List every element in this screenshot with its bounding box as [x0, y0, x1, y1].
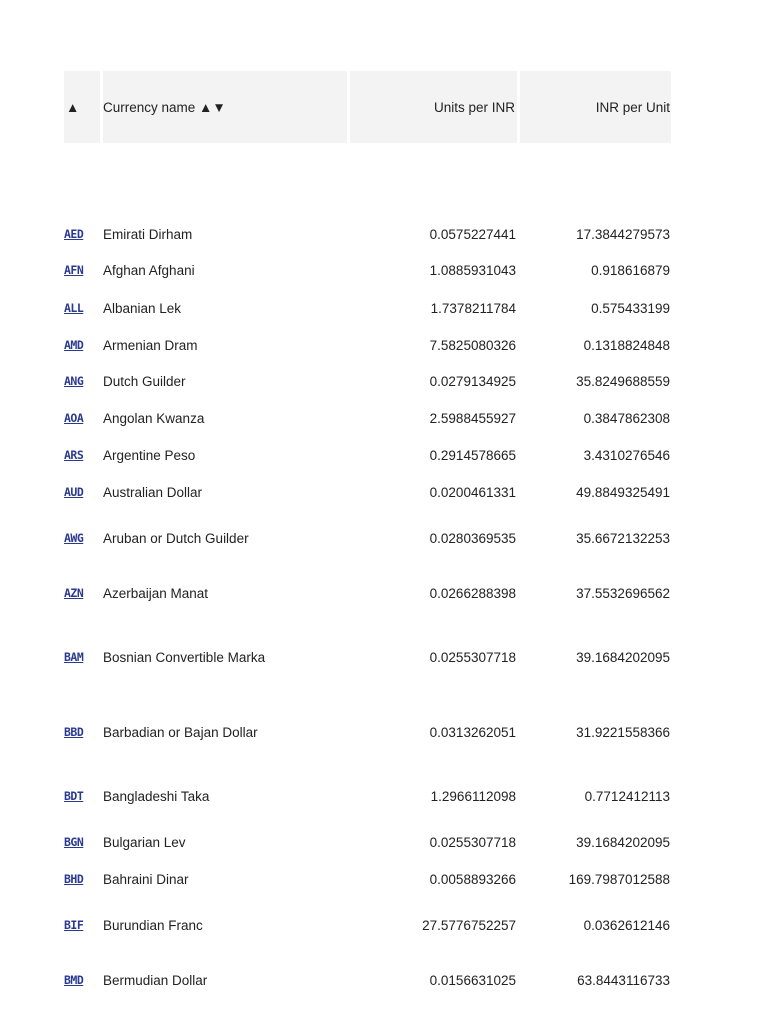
currency-name: Australian Dollar	[103, 484, 203, 500]
table-row	[64, 298, 671, 318]
inr-per-unit: 0.3847862308	[583, 410, 670, 426]
currency-code-link[interactable]: ARS	[64, 448, 84, 462]
currency-name: Azerbaijan Manat	[103, 585, 209, 601]
table-row	[64, 224, 671, 244]
units-per-inr: 0.0280369535	[429, 530, 516, 546]
table-row	[64, 722, 671, 742]
inr-per-unit: 0.1318824848	[583, 337, 670, 353]
currency-name: Albanian Lek	[103, 300, 182, 316]
table-row	[64, 482, 671, 502]
units-per-inr: 1.2966112098	[430, 788, 516, 804]
inr-per-unit: 3.4310276546	[583, 447, 670, 463]
units-per-inr: 7.5825080326	[429, 337, 516, 353]
currency-code-link[interactable]: BMD	[64, 973, 84, 987]
table-header	[64, 71, 671, 143]
inr-per-unit: 37.5532696562	[576, 585, 670, 601]
table-row	[64, 869, 671, 889]
currency-code-link[interactable]: AMD	[64, 338, 84, 352]
currency-name: Armenian Dram	[103, 337, 198, 353]
currency-code-link[interactable]: AFN	[64, 263, 84, 277]
units-per-inr: 0.0279134925	[429, 373, 516, 389]
currency-name: Bosnian Convertible Marka	[103, 649, 266, 665]
currency-code-link[interactable]: BBD	[64, 725, 84, 739]
currency-code-link[interactable]: AWG	[64, 531, 84, 545]
inr-per-unit: 35.6672132253	[576, 530, 670, 546]
units-per-inr: 0.0313262051	[429, 724, 516, 740]
table-row	[64, 970, 671, 990]
units-per-inr: 27.5776752257	[422, 917, 516, 933]
table-row	[64, 408, 671, 428]
currency-name: Aruban or Dutch Guilder	[103, 530, 249, 546]
currency-code-link[interactable]: AED	[64, 227, 84, 241]
inr-per-unit: 0.0362612146	[583, 917, 670, 933]
currency-name: Bermudian Dollar	[103, 972, 208, 988]
table-row	[64, 371, 671, 391]
inr-per-unit: 39.1684202095	[576, 834, 670, 850]
currency-name: Bulgarian Lev	[103, 834, 186, 850]
currency-code-link[interactable]: ANG	[64, 374, 84, 388]
inr-per-unit: 0.918616879	[591, 262, 670, 278]
currency-name: Bahraini Dinar	[103, 871, 189, 887]
currency-name: Afghan Afghani	[103, 262, 195, 278]
currency-name: Emirati Dirham	[103, 226, 193, 242]
currency-code-link[interactable]: BDT	[64, 789, 84, 803]
units-per-inr: 0.0575227441	[429, 226, 516, 242]
units-per-inr-header: Units per INR	[350, 71, 517, 143]
inr-per-unit-header: INR per Unit	[520, 71, 671, 143]
currency-name: Dutch Guilder	[103, 373, 186, 389]
units-per-inr: 0.0255307718	[429, 834, 516, 850]
currency-name: Angolan Kwanza	[103, 410, 205, 426]
currency-name-header[interactable]: Currency name ▲▼	[103, 71, 347, 143]
currency-name: Bangladeshi Taka	[103, 788, 210, 804]
currency-code-link[interactable]: AUD	[64, 485, 84, 499]
units-per-inr: 2.5988455927	[429, 410, 516, 426]
units-per-inr: 1.0885931043	[429, 262, 516, 278]
currency-code-link[interactable]: ALL	[64, 301, 84, 315]
inr-per-unit: 0.7712412113	[584, 788, 670, 804]
currency-table	[64, 71, 671, 988]
inr-per-unit: 0.575433199	[591, 300, 670, 316]
inr-per-unit: 49.8849325491	[576, 484, 670, 500]
units-per-inr: 0.0255307718	[429, 649, 516, 665]
table-row	[64, 786, 671, 806]
currency-code-link[interactable]: BGN	[64, 835, 84, 849]
inr-per-unit: 63.8443116733	[577, 972, 670, 988]
units-per-inr: 0.2914578665	[429, 447, 516, 463]
currency-code-link[interactable]: BIF	[64, 918, 84, 932]
inr-per-unit: 17.3844279573	[576, 226, 670, 242]
currency-name: Burundian Franc	[103, 917, 203, 933]
table-row	[64, 915, 671, 935]
inr-per-unit: 169.7987012588	[568, 871, 670, 887]
currency-name: Argentine Peso	[103, 447, 196, 463]
units-per-inr: 0.0156631025	[429, 972, 516, 988]
units-per-inr: 1.7378211784	[430, 300, 516, 316]
table-row	[64, 583, 671, 603]
table-row	[64, 260, 671, 280]
table-row	[64, 647, 671, 667]
table-row	[64, 445, 671, 465]
currency-code-link[interactable]: BAM	[64, 650, 84, 664]
units-per-inr: 0.0266288398	[429, 585, 516, 601]
inr-per-unit: 39.1684202095	[576, 649, 670, 665]
table-row	[64, 832, 671, 852]
inr-per-unit: 35.8249688559	[576, 373, 670, 389]
units-per-inr: 0.0200461331	[429, 484, 516, 500]
sort-code-header[interactable]: ▲	[64, 71, 100, 143]
units-per-inr: 0.0058893266	[429, 871, 516, 887]
table-row	[64, 528, 671, 548]
currency-name: Barbadian or Bajan Dollar	[103, 724, 258, 740]
currency-code-link[interactable]: AOA	[64, 411, 84, 425]
currency-code-link[interactable]: BHD	[64, 872, 84, 886]
currency-code-link[interactable]: AZN	[64, 586, 84, 600]
table-row	[64, 335, 671, 355]
inr-per-unit: 31.9221558366	[576, 724, 670, 740]
